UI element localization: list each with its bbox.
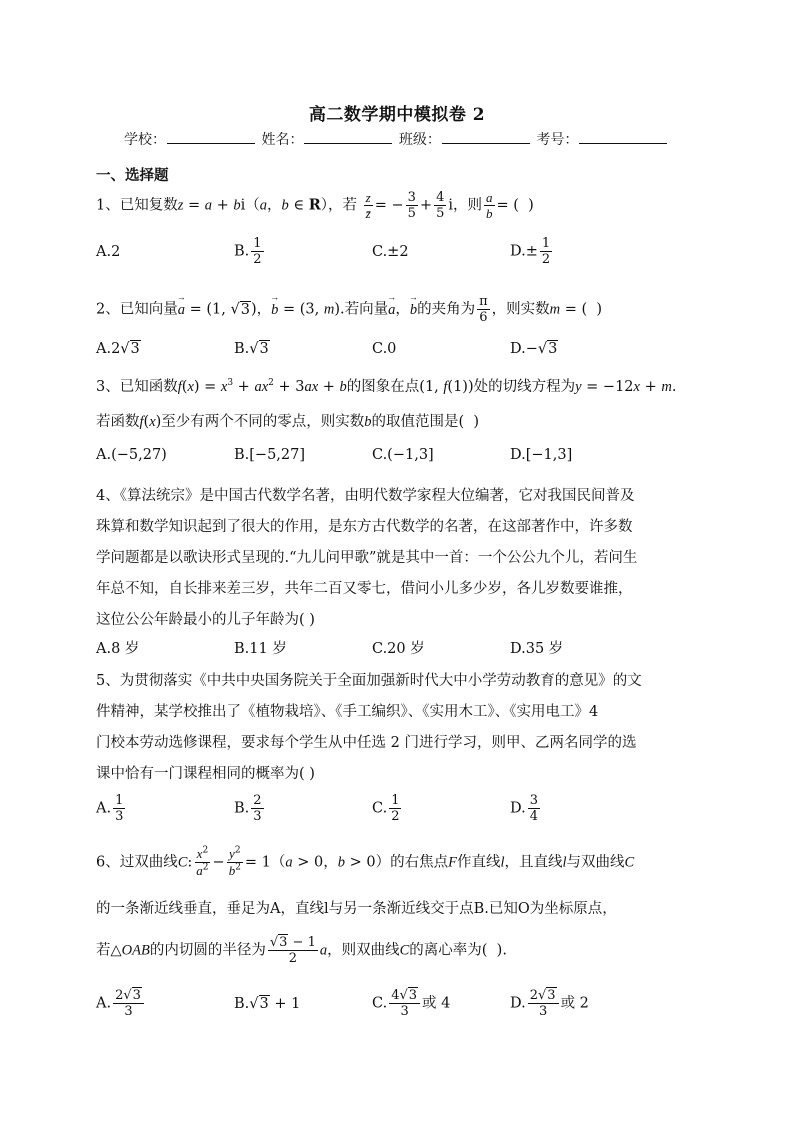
q5-option-a[interactable]: A. $\frac{1}{3}$ [96, 793, 124, 824]
q4-option-a[interactable]: A.8 岁 [96, 641, 140, 657]
question-2: 2、已知向量→ a = (1, √3)，→ b = (3, m).若向量→ a，→ b的夹角为 $\frac{\pi}{6}$ ，则实数m = ( ) [96, 294, 602, 325]
class-label: 班级： [398, 132, 441, 148]
question-5-line-3: 门校本劳动选修课程，要求每个学生从中任选 2 门进行学习，则甲、乙两名同学的选 [96, 735, 637, 751]
question-4-line-2: 珠算和数学知识起到了很大的作用，是东方古代数学的名著，在这部著作中，许多数 [96, 519, 633, 535]
q3-option-c[interactable]: C.(−1,3] [372, 447, 434, 463]
q3-option-a[interactable]: A.(−5,27) [96, 447, 167, 463]
q1-option-c[interactable]: C.±2 [372, 244, 409, 260]
question-6-line-1: 6、过双曲线C: $\frac{x^2}{a^2}$ − $\frac{y^2}{b^2}$ = 1（a > 0，b > 0）的右焦点F作直线l，且直线l与双曲线C [96, 845, 635, 878]
exam-no-label: 考号： [536, 132, 579, 148]
question-1: 1、已知复数z = a + bi（a，b ∈ R），若 $\frac{z}{z̄}$ = − $\frac{3}{5}$ + $\frac{4}{5}$ i，则 $\frac{a}{b}$ = ( ) [96, 190, 534, 221]
question-4-number: 4、 [96, 488, 120, 504]
question-3-line-2: 若函数f(x)至少有两个不同的零点，则实数b的取值范围是( ) [96, 414, 480, 430]
q3-option-b[interactable]: B.[−5,27] [234, 447, 306, 463]
question-3: 3、已知函数$f(x) = x^3 + ax^2 + 3ax + b$的图象在点(1, f(1))处的切线方程为y = −12x + m. [96, 378, 677, 395]
q5-option-b[interactable]: B. $\frac{2}{3}$ [234, 793, 262, 824]
student-info-row [124, 129, 669, 149]
exam-no-blank[interactable] [579, 131, 667, 144]
question-5-number: 5、 [96, 673, 120, 689]
q6-option-d[interactable]: D. $\frac{2√3}{3}$ 或 2 [510, 988, 589, 1019]
question-5-line-1: 5、为贯彻落实《中共中央国务院关于全面加强新时代大中小学劳动教育的意见》的文 [96, 673, 642, 689]
q6-option-c[interactable]: C. $\frac{4√3}{3}$ 或 4 [372, 988, 451, 1019]
q1-option-d[interactable]: D.± $\frac{1}{2}$ [510, 236, 551, 267]
q2-option-d[interactable]: D.−√3 [510, 341, 558, 357]
question-5-line-4: 课中恰有一门课程相同的概率为( ) [96, 766, 315, 782]
question-6-line-2: 的一条渐近线垂直，垂足为A，直线l与另一条渐近线交于点B.已知O为坐标原点， [96, 901, 617, 917]
q2-option-c[interactable]: C.0 [372, 341, 397, 357]
school-blank[interactable] [167, 131, 255, 144]
q6-option-a[interactable]: A. $\frac{2√3}{3}$ [96, 988, 146, 1019]
q1-option-b[interactable]: B. $\frac{1}{2}$ [234, 236, 262, 267]
q1-option-a[interactable]: A.2 [96, 244, 121, 260]
question-4-line-1: 4、《算法统宗》是中国古代数学名著，由明代数学家程大位编著，它对我国民间普及 [96, 488, 635, 504]
q4-option-d[interactable]: D.35 岁 [510, 641, 564, 657]
q4-option-c[interactable]: C.20 岁 [372, 641, 425, 657]
class-blank[interactable] [442, 131, 530, 144]
school-label: 学校： [124, 132, 166, 148]
question-4-line-3: 学问题都是以歌诀形式呈现的.“九儿问甲歌”就是其中一首：一个公公九个儿，若问生 [96, 550, 638, 566]
question-2-number: 2、 [96, 301, 120, 318]
question-6-number: 6、 [96, 854, 120, 871]
question-4-line-4: 年总不知，自长排来差三岁，共年二百又零七，借问小儿多少岁，各儿岁数要谁推， [96, 581, 633, 597]
q2-option-a[interactable]: A.2√3 [96, 341, 140, 357]
q2-option-b[interactable]: B.√3 [234, 341, 269, 357]
q5-option-c[interactable]: C. $\frac{1}{2}$ [372, 793, 400, 824]
q6-option-b[interactable]: B.√3 + 1 [234, 996, 301, 1012]
name-label: 姓名： [261, 132, 304, 148]
question-1-number: 1、 [96, 197, 120, 214]
name-blank[interactable] [304, 131, 392, 144]
exam-title: 高二数学期中模拟卷 2 [308, 105, 486, 125]
question-5-line-2: 件精神，某学校推出了《植物栽培》、《手工编织》、《实用木工》、《实用电工》4 [96, 704, 599, 720]
section-title: 一、选择题 [96, 167, 169, 184]
question-6-line-3: 若△OAB的内切圆的半径为 $\frac{√3 - 1}{2}$ a，则双曲线C的离心率为( ). [96, 935, 507, 966]
question-4-line-5: 这位公公年龄最小的儿子年龄为( ) [96, 612, 315, 628]
q4-option-b[interactable]: B.11 岁 [234, 641, 287, 657]
q5-option-d[interactable]: D. $\frac{3}{4}$ [510, 793, 538, 824]
question-3-number: 3、 [96, 379, 120, 395]
q3-option-d[interactable]: D.[−1,3] [510, 447, 573, 463]
